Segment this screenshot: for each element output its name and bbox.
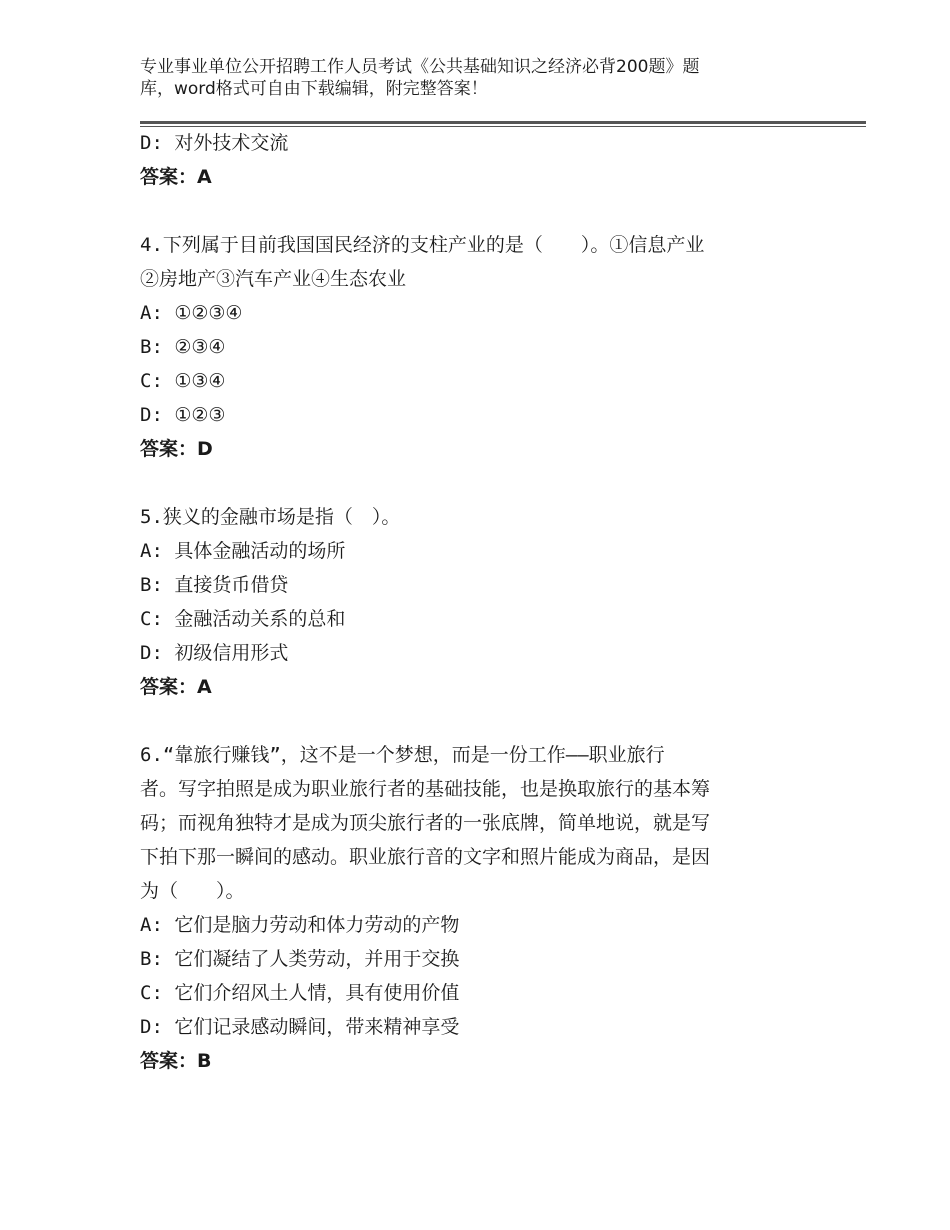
- option-d: D: 它们记录感动瞬间，带来精神享受: [140, 1016, 460, 1038]
- question-4: [140, 228, 800, 466]
- option-b: B: 它们凝结了人类劳动，并用于交换: [140, 948, 460, 970]
- previous-question-tail: [140, 126, 800, 194]
- answer-line: 答案：B: [140, 1050, 212, 1072]
- option-d: D: ①②③: [140, 404, 226, 426]
- document-header: [140, 56, 780, 100]
- option-a: A: 具体金融活动的场所: [140, 540, 346, 562]
- question-text-line: ②房地产③汽车产业④生态农业: [140, 268, 407, 290]
- option-b: B: 直接货币借贷: [140, 574, 289, 596]
- question-text-line: 为（ ）。: [140, 880, 245, 902]
- option-d: D: 初级信用形式: [140, 642, 289, 664]
- question-text-line: 4.下列属于目前我国国民经济的支柱产业的是（ ）。①信息产业: [140, 234, 705, 256]
- header-rule-thick: [140, 121, 866, 124]
- answer-line: 答案：A: [140, 166, 212, 188]
- question-content: [140, 126, 800, 1078]
- option-a: A: 它们是脑力劳动和体力劳动的产物: [140, 914, 460, 936]
- option-c: C: ①③④: [140, 370, 226, 392]
- option-d: D: 对外技术交流: [140, 132, 289, 154]
- option-b: B: ②③④: [140, 336, 226, 358]
- answer-line: 答案：A: [140, 676, 212, 698]
- header-line-1: 专业事业单位公开招聘工作人员考试《公共基础知识之经济必背200题》题: [140, 57, 700, 77]
- spacer: [140, 194, 800, 228]
- question-5: [140, 500, 800, 704]
- option-c: C: 金融活动关系的总和: [140, 608, 346, 630]
- header-line-2: 库，word格式可自由下载编辑，附完整答案！: [140, 79, 488, 99]
- spacer: [140, 704, 800, 738]
- question-text-line: 6.“靠旅行赚钱”，这不是一个梦想，而是一份工作——职业旅行: [140, 744, 665, 766]
- question-text-line: 码；而视角独特才是成为顶尖旅行者的一张底牌，简单地说，就是写: [140, 812, 711, 834]
- spacer: [140, 466, 800, 500]
- question-6: [140, 738, 800, 1078]
- question-text-line: 者。写字拍照是成为职业旅行者的基础技能，也是换取旅行的基本筹: [140, 778, 711, 800]
- option-a: A: ①②③④: [140, 302, 243, 324]
- answer-line: 答案：D: [140, 438, 213, 460]
- question-text-line: 下拍下那一瞬间的感动。职业旅行音的文字和照片能成为商品，是因: [140, 846, 711, 868]
- option-c: C: 它们介绍风土人情，具有使用价值: [140, 982, 460, 1004]
- question-text-line: 5.狭义的金融市场是指（ ）。: [140, 506, 401, 528]
